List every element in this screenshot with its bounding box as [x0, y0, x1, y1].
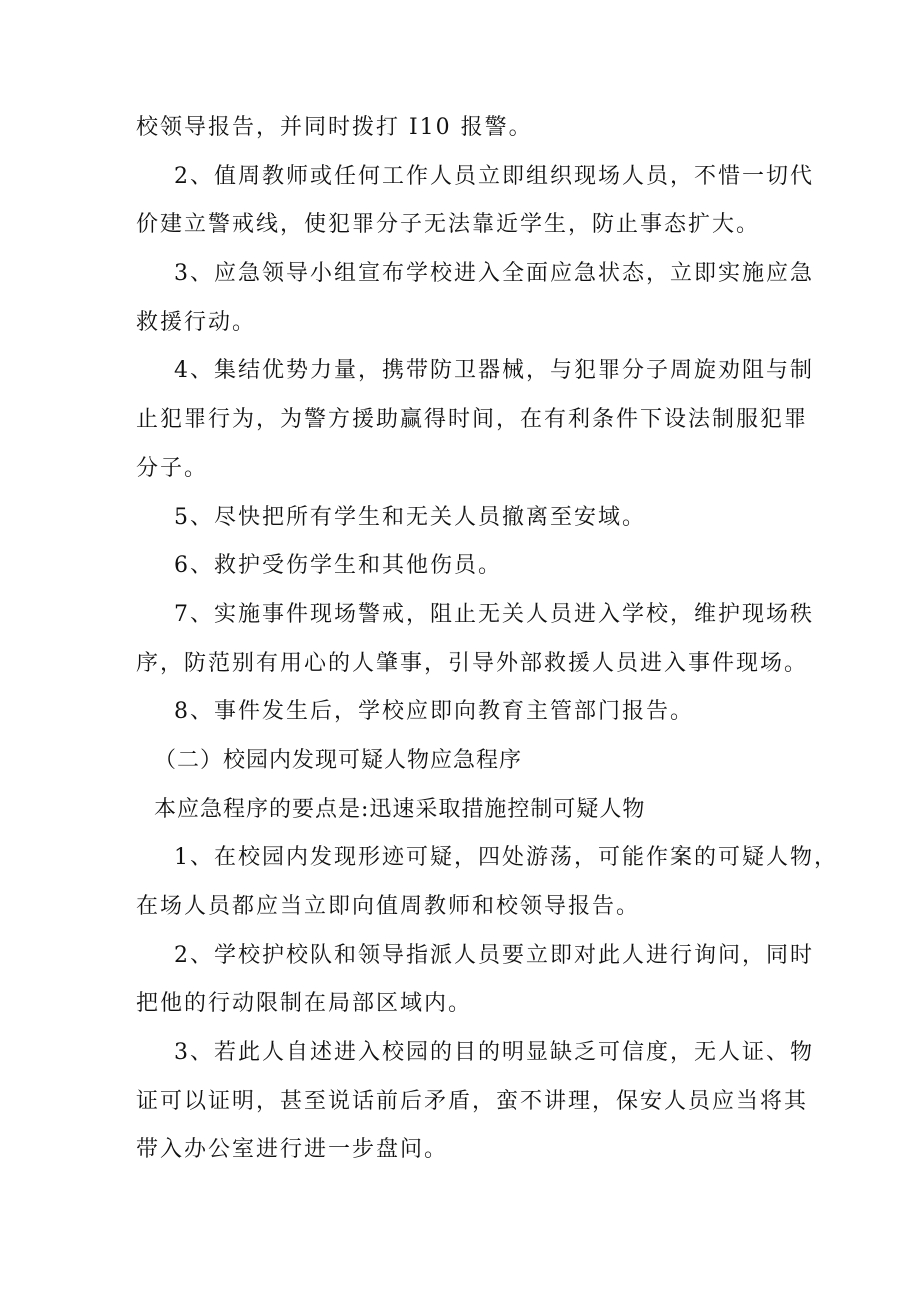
- text-line: 1、在校园内发现形迹可疑，四处游荡，可能作案的可疑人物，: [174, 845, 838, 871]
- paragraph: [136, 932, 814, 1029]
- section-heading: [136, 786, 786, 835]
- paragraph: [136, 1029, 814, 1175]
- text-line: 带入办公室进行进一步盘问。: [136, 1137, 449, 1163]
- text-line: 校领导报告，并同时拨打 I10 报警。: [136, 115, 533, 140]
- text-line: 止犯罪行为，为警方援助赢得时间，在有利条件下设法制服犯罪: [136, 407, 809, 433]
- text-line: 2、学校护校队和领导指派人员要立即对此人进行询问，同时: [174, 942, 814, 968]
- text-line: 救援行动。: [136, 309, 257, 335]
- paragraph: [136, 250, 814, 347]
- text-line: 3、若此人自述进入校园的目的明显缺乏可信度，无人证、物: [174, 1040, 814, 1066]
- paragraph: [136, 542, 786, 591]
- text-line: 证可以证明，甚至说话前后矛盾，蛮不讲理，保安人员应当将其: [136, 1088, 809, 1114]
- paragraph: [136, 104, 786, 153]
- document-body: [136, 104, 838, 1175]
- paragraph: [136, 494, 786, 543]
- paragraph: [136, 834, 838, 931]
- text-line: （二）校园内发现可疑人物应急程序: [154, 747, 523, 773]
- section-heading: [136, 737, 786, 786]
- text-line: 4、集结优势力量，携带防卫器械，与犯罪分子周旋劝阻与制: [174, 358, 814, 384]
- paragraph: [136, 153, 814, 250]
- paragraph: [136, 688, 786, 737]
- text-line: 3、应急领导小组宣布学校进入全面应急状态，立即实施应急: [174, 261, 814, 287]
- text-line: 2、值周教师或任何工作人员立即组织现场人员，不惜一切代: [174, 163, 814, 189]
- text-line: 6、救护受伤学生和其他伤员。: [174, 553, 502, 579]
- text-line: 7、实施事件现场警戒，阻止无关人员进入学校，维护现场秩: [174, 601, 814, 627]
- text-line: 在场人员都应当立即向值周教师和校领导报告。: [136, 894, 641, 919]
- text-line: 把他的行动限制在局部区域内。: [136, 991, 473, 1017]
- paragraph: [136, 591, 814, 688]
- paragraph: [136, 347, 814, 493]
- text-line: 8、事件发生后，学校应即向教育主管部门报告。: [174, 699, 694, 725]
- text-line: 价建立警戒线，使犯罪分子无法靠近学生，防止事态扩大。: [136, 212, 761, 238]
- text-line: 本应急程序的要点是:迅速采取措施控制可疑人物: [154, 796, 646, 822]
- text-line: 分子。: [136, 455, 209, 481]
- text-line: 序，防范别有用心的人肇事，引导外部救援人员进入事件现场。: [136, 650, 809, 676]
- text-line: 5、尽快把所有学生和无关人员撤离至安域。: [174, 504, 646, 530]
